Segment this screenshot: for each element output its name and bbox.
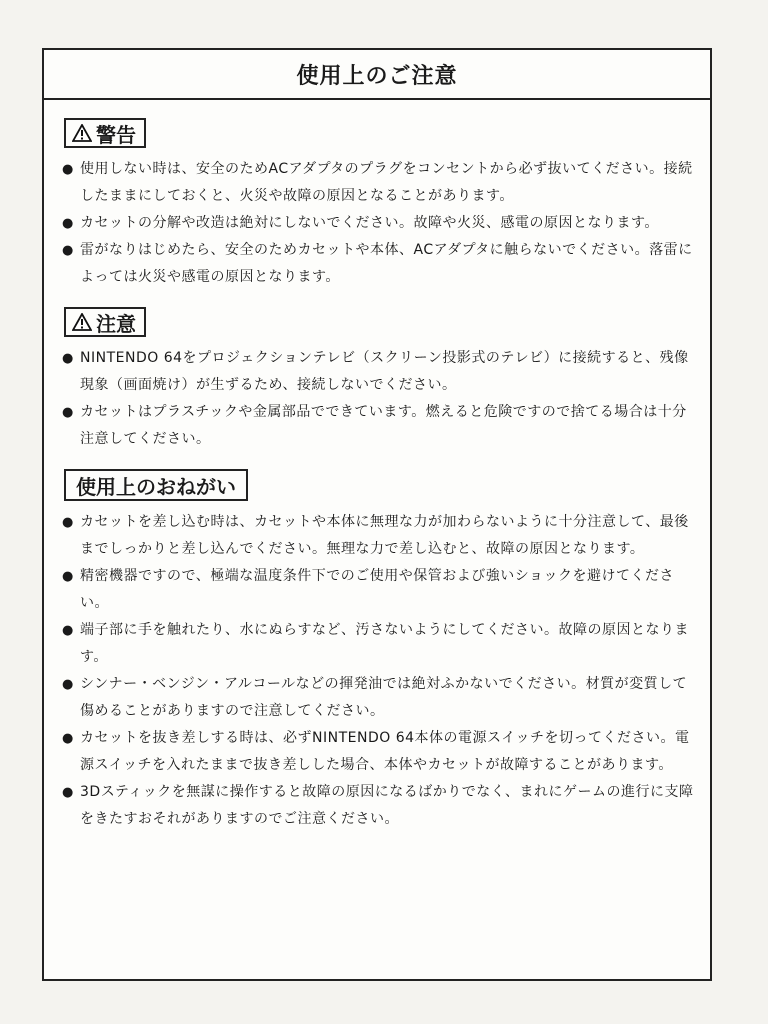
usage-requests-section bbox=[62, 469, 694, 833]
list-item: ● カセットを抜き差しする時は、必ずNINTENDO 64本体の電源スイッチを切ってください。電源スイッチを入れたままで抜き差しした場合、本体やカセットが故障することがあります。 bbox=[62, 725, 694, 779]
warning-list bbox=[62, 156, 694, 291]
caution-section bbox=[62, 307, 694, 453]
usage-requests-heading bbox=[64, 469, 248, 501]
title-bar bbox=[44, 50, 710, 100]
notice-frame bbox=[42, 48, 712, 981]
list-item: ● 雷がなりはじめたら、安全のためカセットや本体、ACアダプタに触らないでください。落雷によっては火災や感電の原因となります。 bbox=[62, 237, 694, 291]
caution-list bbox=[62, 345, 694, 453]
list-item: ● カセットの分解や改造は絶対にしないでください。故障や火災、感電の原因となります。 bbox=[62, 210, 694, 237]
warning-heading-label: 警告 bbox=[96, 122, 136, 147]
list-item: ● 使用しない時は、安全のためACアダプタのプラグをコンセントから必ず抜いてください。接続したままにしておくと、火災や故障の原因となることがあります。 bbox=[62, 156, 694, 210]
list-item: ● NINTENDO 64をプロジェクションテレビ（スクリーン投影式のテレビ）に接続すると、残像現象（画面焼け）が生ずるため、接続しないでください。 bbox=[62, 345, 694, 399]
list-item: ● シンナー・ベンジン・アルコールなどの揮発油では絶対ふかないでください。材質が変質して傷めることがありますので注意してください。 bbox=[62, 671, 694, 725]
page-title: 使用上のご注意 bbox=[296, 63, 458, 89]
caution-heading bbox=[64, 307, 146, 337]
list-item: ● カセットを差し込む時は、カセットや本体に無理な力が加わらないように十分注意して、最後までしっかりと差し込んでください。無理な力で差し込むと、故障の原因となります。 bbox=[62, 509, 694, 563]
warning-section bbox=[62, 118, 694, 291]
notice-content bbox=[44, 100, 710, 833]
list-item: ● カセットはプラスチックや金属部品でできています。燃えると危険ですので捨てる場合は十分注意してください。 bbox=[62, 399, 694, 453]
caution-heading-label: 注意 bbox=[96, 311, 136, 336]
list-item: ● 3Dスティックを無謀に操作すると故障の原因になるばかりでなく、まれにゲームの進行に支障をきたすおそれがありますのでご注意ください。 bbox=[62, 779, 694, 833]
usage-requests-list bbox=[62, 509, 694, 833]
list-item: ● 端子部に手を触れたり、水にぬらすなど、汚さないようにしてください。故障の原因となります。 bbox=[62, 617, 694, 671]
usage-requests-heading-label: 使用上のおねがい bbox=[76, 474, 236, 499]
warning-heading bbox=[64, 118, 146, 148]
warning-triangle-icon bbox=[72, 124, 92, 142]
warning-triangle-icon bbox=[72, 313, 92, 331]
list-item: ● 精密機器ですので、極端な温度条件下でのご使用や保管および強いショックを避けてください。 bbox=[62, 563, 694, 617]
